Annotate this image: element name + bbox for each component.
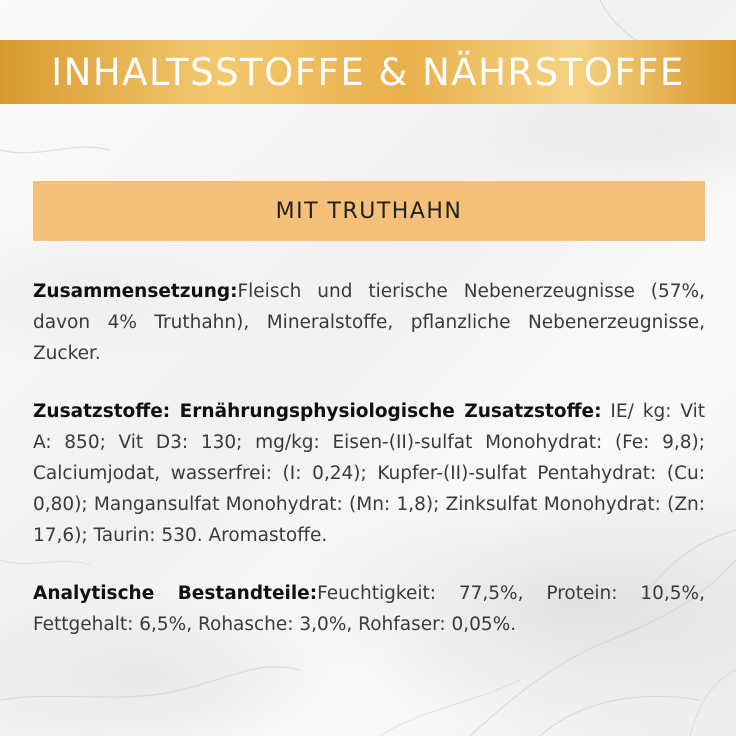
ingredients-content	[33, 276, 705, 667]
analysis-paragraph	[33, 578, 705, 640]
variant-banner	[33, 181, 705, 241]
composition-text: Fleisch und tierische Nebenerzeugnisse (57%, davon 4% Truthahn), Mineralstoffe, pflanzliche Nebenerzeugnisse, Zucker.	[33, 281, 705, 364]
composition-label: Zusammensetzung:	[33, 281, 238, 302]
header-banner	[0, 40, 736, 104]
additives-label: Zusatzstoffe: Ernährungsphysiologische Zusatzstoffe:	[33, 401, 602, 422]
composition-paragraph	[33, 276, 705, 369]
additives-text: IE/ kg: Vit A: 850; Vit D3: 130; mg/kg: Eisen-(II)-sulfat Monohydrat: (Fe: 9,8); Calciumjodat, wasserfrei: (I: 0,24); Kupfer-(II)-sulfat Pentahydrat: (Cu: 0,80); Mangansulfat Monohydrat: (Mn: 1,8); Zinksulfat Monohydrat: (Zn: 17,6); Taurin: 530. Aromastoffe.	[33, 401, 705, 546]
additives-paragraph	[33, 396, 705, 551]
page-title: INHALTSSTOFFE & NÄHRSTOFFE	[51, 50, 685, 94]
analysis-text: Feuchtigkeit: 77,5%, Protein: 10,5%, Fettgehalt: 6,5%, Rohasche: 3,0%, Rohfaser: 0,05%.	[33, 583, 705, 635]
analysis-label: Analytische Bestandteile:	[33, 583, 318, 604]
variant-title: MIT TRUTHAHN	[275, 198, 463, 224]
